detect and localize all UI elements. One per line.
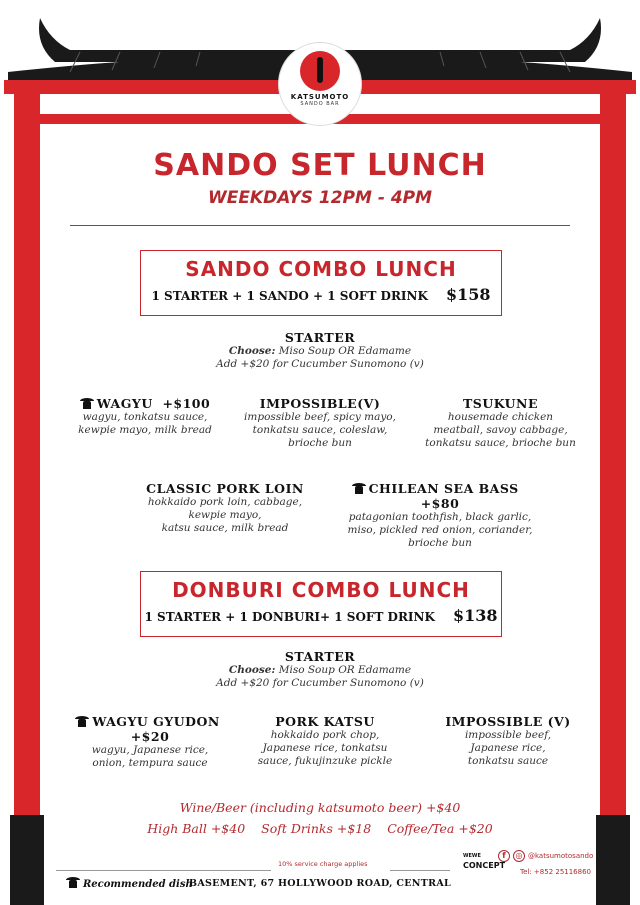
item-desc-line: Japanese rice, — [470, 742, 546, 754]
donburi-combo-includes: 1 STARTER + 1 DONBURI+ 1 SOFT DRINK — [144, 610, 435, 624]
item-desc-line: hokkaido pork chop, — [270, 729, 380, 741]
choose-label: Choose: — [228, 664, 276, 676]
instagram-icon[interactable]: ◎ — [513, 850, 525, 862]
logo-sub: SANDO BAR — [300, 101, 340, 107]
item-desc-line: tonkatsu sauce, brioche bun — [425, 437, 576, 449]
donburi-starter — [170, 649, 470, 690]
item-name: IMPOSSIBLE (V) — [445, 714, 571, 729]
item-name: CHILEAN SEA BASS — [368, 481, 519, 496]
divider — [70, 225, 570, 226]
starter-addon: Add +$20 for Cucumber Sunomono (v) — [216, 358, 424, 370]
recommended-icon — [75, 716, 89, 727]
item-extra: +$80 — [420, 496, 460, 511]
donburi-combo-price: $138 — [452, 606, 498, 625]
item-desc-line: Japanese rice, tonkatsu — [262, 742, 388, 754]
sando-combo-includes: 1 STARTER + 1 SANDO + 1 SOFT DRINK — [151, 289, 428, 303]
item-desc-line: brioche bun — [288, 437, 352, 449]
item-name: PORK KATSU — [275, 714, 375, 729]
choose-text: Miso Soup OR Edamame — [278, 664, 412, 676]
social-links — [498, 850, 593, 862]
drinks-line-2 — [0, 821, 640, 836]
item-desc-line: onion, tempura sauce — [92, 757, 208, 769]
item-desc-line: hokkaido pork loin, cabbage, — [147, 496, 303, 508]
item-extra: +$20 — [130, 729, 170, 744]
menu-item — [55, 714, 245, 770]
menu-item — [60, 396, 230, 437]
item-desc-line: wagyu, Japanese rice, — [91, 744, 209, 756]
item-desc-line: brioche bun — [408, 537, 472, 549]
menu-item — [135, 481, 315, 535]
item-desc-line: impossible beef, spicy mayo, — [244, 411, 396, 423]
menu-item — [245, 714, 405, 768]
sando-starter — [170, 330, 470, 371]
concept-logo: WEWE CONCEPT — [463, 853, 506, 870]
starter-heading: STARTER — [284, 649, 356, 664]
recommended-legend: Recommended dish — [66, 877, 193, 890]
katsumoto-logo — [278, 42, 362, 126]
footer-rule-right — [390, 870, 450, 871]
item-desc-line: kewpie mayo, — [188, 509, 262, 521]
drink-coffee: Coffee/Tea +$20 — [387, 821, 493, 836]
donburi-combo-title: DONBURI COMBO LUNCH — [172, 578, 470, 602]
choose-label: Choose: — [228, 345, 276, 357]
item-desc-line: tonkatsu sauce — [467, 755, 549, 767]
page-subtitle: WEEKDAYS 12PM - 4PM — [207, 188, 433, 208]
item-desc-line: impossible beef, — [464, 729, 552, 741]
item-name: TSUKUNE — [462, 396, 538, 411]
social-handle[interactable]: @katsumotosando — [528, 852, 594, 860]
menu-item — [418, 396, 583, 450]
item-desc-line: meatball, savoy cabbage, — [433, 424, 568, 436]
item-desc-line: housemade chicken — [447, 411, 554, 423]
choose-text: Miso Soup OR Edamame — [278, 345, 412, 357]
menu-item — [335, 481, 545, 550]
item-name: IMPOSSIBLE(V) — [259, 396, 381, 411]
logo-brand: KATSUMOTO — [290, 93, 350, 101]
menu-item — [235, 396, 405, 450]
item-extra: +$100 — [162, 396, 211, 411]
item-desc-line: patagonian toothfish, black garlic, — [348, 511, 532, 523]
recommended-icon — [352, 483, 366, 494]
item-name: WAGYU — [96, 396, 153, 411]
drink-highball: High Ball +$40 — [147, 821, 246, 836]
telephone: Tel: +852 25116860 — [520, 868, 592, 876]
menu-item — [438, 714, 578, 768]
item-name: WAGYU GYUDON — [92, 714, 220, 729]
facebook-icon[interactable]: f — [498, 850, 510, 862]
sando-combo-title: SANDO COMBO LUNCH — [185, 257, 457, 281]
address: BASEMENT, 67 HOLLYWOOD ROAD, CENTRAL — [188, 878, 452, 889]
drinks-line-1: Wine/Beer (including katsumoto beer) +$40 — [179, 800, 461, 815]
page-title: SANDO SET LUNCH — [153, 148, 487, 183]
item-desc-line: miso, pickled red onion, coriander, — [347, 524, 533, 536]
footer-rule-left — [56, 870, 271, 871]
item-desc-line: kewpie mayo, milk bread — [78, 424, 212, 436]
item-name: CLASSIC PORK LOIN — [146, 481, 304, 496]
service-charge: 10% service charge applies — [278, 860, 368, 868]
starter-heading: STARTER — [284, 330, 356, 345]
logo-samurai-icon — [300, 51, 340, 91]
starter-addon: Add +$20 for Cucumber Sunomono (v) — [216, 677, 424, 689]
recommended-icon — [80, 398, 94, 409]
item-desc-line: tonkatsu sauce, coleslaw, — [252, 424, 388, 436]
item-desc-line: wagyu, tonkatsu sauce, — [82, 411, 208, 423]
drink-soft: Soft Drinks +$18 — [261, 821, 372, 836]
item-desc-line: katsu sauce, milk bread — [161, 522, 289, 534]
donburi-combo-box — [140, 571, 502, 637]
item-desc-line: sauce, fukujinzuke pickle — [257, 755, 393, 767]
sando-combo-price: $158 — [445, 285, 491, 304]
sando-combo-box — [140, 250, 502, 316]
